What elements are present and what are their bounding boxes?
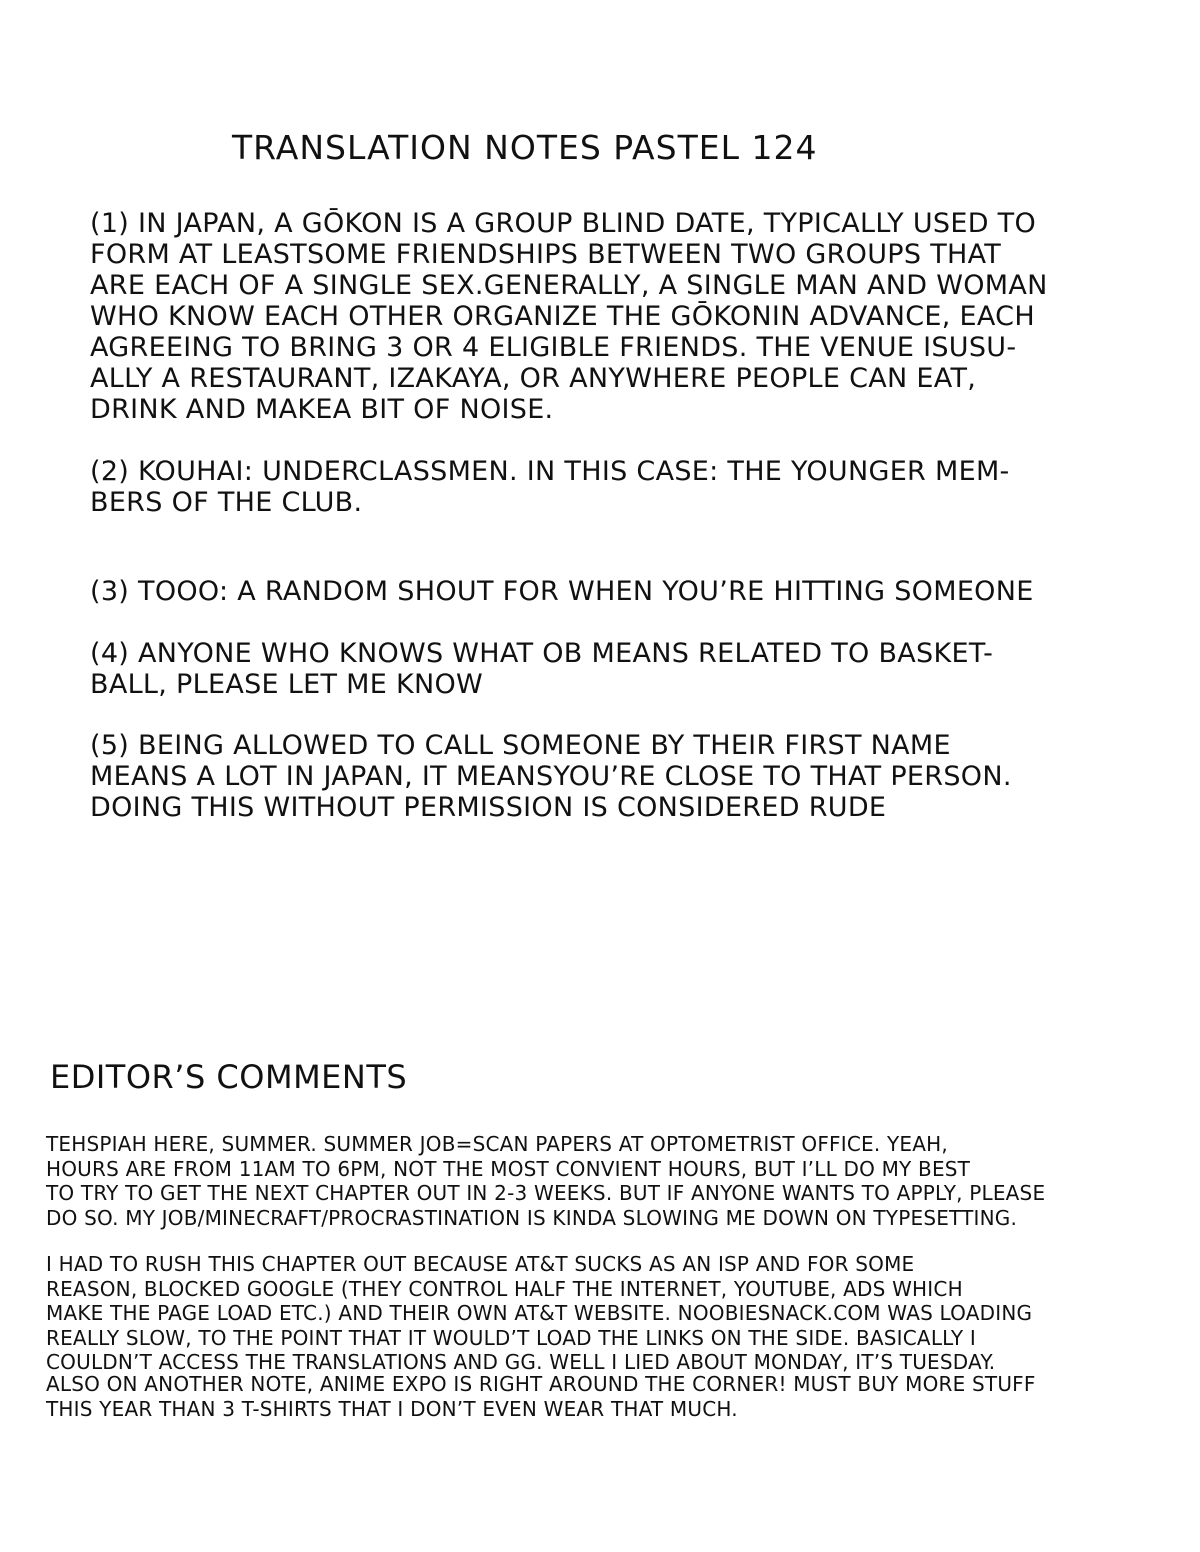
note-line: (3) TOOO: A RANDOM SHOUT FOR WHEN YOU’RE HITTING SOMEONE: [90, 576, 1034, 607]
comment-line: DO SO. MY JOB/MINECRAFT/PROCRASTINATION IS KINDA SLOWING ME DOWN ON TYPESETTING.: [46, 1205, 1018, 1230]
comment-line: REASON, BLOCKED GOOGLE (THEY CONTROL HALF THE INTERNET, YOUTUBE, ADS WHICH: [46, 1276, 963, 1301]
note-line: DOING THIS WITHOUT PERMISSION IS CONSIDERED RUDE: [90, 792, 887, 823]
comment-line: MAKE THE PAGE LOAD ETC.) AND THEIR OWN AT&T WEBSITE. NOOBIESNACK.COM WAS LOADING: [46, 1301, 1033, 1325]
page-title: TRANSLATION NOTES PASTEL 124: [232, 128, 818, 167]
note-4: [90, 638, 993, 700]
note-line: MEANS A LOT IN JAPAN, IT MEANSYOU’RE CLOSE TO THAT PERSON.: [90, 761, 1012, 792]
comment-paragraph-3: [46, 1372, 1036, 1421]
comment-line: THIS YEAR THAN 3 T-SHIRTS THAT I DON’T EVEN WEAR THAT MUCH.: [46, 1396, 738, 1421]
comment-line: ALSO ON ANOTHER NOTE, ANIME EXPO IS RIGHT AROUND THE CORNER! MUST BUY MORE STUFF: [46, 1372, 1036, 1396]
note-2: [90, 456, 1010, 518]
note-5: [90, 730, 1012, 823]
note-line: BERS OF THE CLUB.: [90, 487, 363, 518]
note-line: (1) IN JAPAN, A GŌKON IS A GROUP BLIND DATE, TYPICALLY USED TO: [90, 208, 1037, 239]
note-line: DRINK AND MAKEA BIT OF NOISE.: [90, 394, 554, 425]
comment-line: REALLY SLOW, TO THE POINT THAT IT WOULD’T LOAD THE LINKS ON THE SIDE. BASICALLY I: [46, 1325, 976, 1350]
note-line: AGREEING TO BRING 3 OR 4 ELIGIBLE FRIENDS. THE VENUE ISUSU-: [90, 332, 1017, 363]
note-line: ARE EACH OF A SINGLE SEX.GENERALLY, A SINGLE MAN AND WOMAN: [90, 270, 1048, 301]
comment-line: I HAD TO RUSH THIS CHAPTER OUT BECAUSE AT&T SUCKS AS AN ISP AND FOR SOME: [46, 1252, 915, 1276]
comment-line: HOURS ARE FROM 11AM TO 6PM, NOT THE MOST CONVIENT HOURS, BUT I’LL DO MY BEST: [46, 1156, 971, 1181]
comment-line: TEHSPIAH HERE, SUMMER. SUMMER JOB=SCAN PAPERS AT OPTOMETRIST OFFICE. YEAH,: [46, 1132, 948, 1156]
editor-heading: EDITOR’S COMMENTS: [50, 1058, 408, 1096]
note-line: FORM AT LEASTSOME FRIENDSHIPS BETWEEN TWO GROUPS THAT: [90, 239, 1002, 270]
note-line: WHO KNOW EACH OTHER ORGANIZE THE GŌKONIN ADVANCE, EACH: [90, 301, 1035, 332]
comment-line: TO TRY TO GET THE NEXT CHAPTER OUT IN 2-3 WEEKS. BUT IF ANYONE WANTS TO APPLY, PLEASE: [46, 1181, 1046, 1205]
note-1: [90, 208, 1048, 425]
note-line: (5) BEING ALLOWED TO CALL SOMEONE BY THEIR FIRST NAME: [90, 730, 951, 761]
comment-line: COULDN’T ACCESS THE TRANSLATIONS AND GG. WELL I LIED ABOUT MONDAY, IT’S TUESDAY.: [46, 1350, 996, 1374]
note-line: BALL, PLEASE LET ME KNOW: [90, 669, 484, 700]
comment-paragraph-2: [46, 1252, 1032, 1375]
note-line: ALLY A RESTAURANT, IZAKAYA, OR ANYWHERE PEOPLE CAN EAT,: [90, 363, 977, 394]
note-line: (2) KOUHAI: UNDERCLASSMEN. IN THIS CASE: THE YOUNGER MEM-: [90, 456, 1010, 487]
comment-paragraph-1: [46, 1132, 1045, 1230]
note-line: (4) ANYONE WHO KNOWS WHAT OB MEANS RELATED TO BASKET-: [90, 638, 994, 669]
note-3: [90, 576, 1034, 607]
